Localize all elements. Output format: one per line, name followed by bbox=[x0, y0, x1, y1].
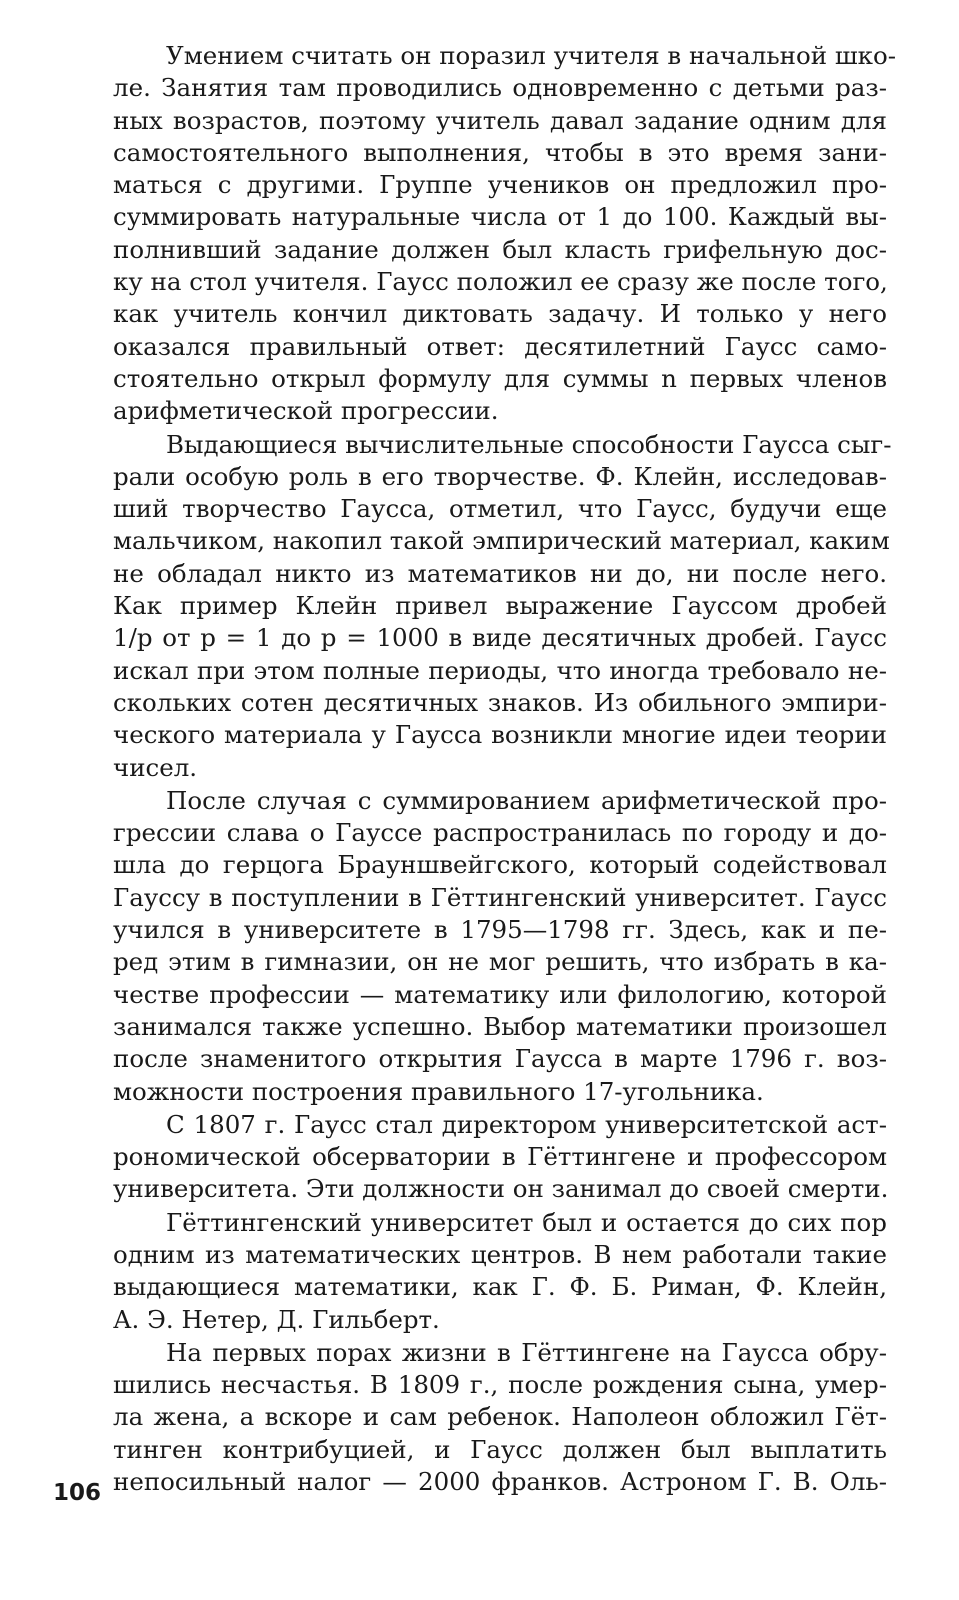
text-line: маться с другими. Группе учеников он предложил про- bbox=[113, 170, 887, 200]
text-line: самостоятельного выполнения, чтобы в это время зани- bbox=[113, 137, 887, 167]
text-line: тинген контрибуцией, и Гаусс должен был выплатить bbox=[113, 1434, 887, 1464]
text-line: чисел. bbox=[113, 752, 198, 782]
text-line: А. Э. Нетер, Д. Гильберт. bbox=[113, 1304, 440, 1334]
text-line: как учитель кончил диктовать задачу. И только у него bbox=[113, 299, 887, 329]
text-line: ку на стол учителя. Гаусс положил ее сразу же после того, bbox=[113, 267, 888, 297]
text-line: искал при этом полные периоды, что иногда требовало не- bbox=[113, 655, 887, 685]
text-line: Как пример Клейн привел выражение Гауссом дробей bbox=[113, 591, 887, 621]
text-line: суммировать натуральные числа от 1 до 100. Каждый вы- bbox=[113, 202, 887, 232]
text-line: мальчиком, накопил такой эмпирический материал, каким bbox=[113, 526, 890, 556]
text-line: ле. Занятия там проводились одновременно с детьми раз- bbox=[113, 73, 887, 103]
text-line: ческого материала у Гаусса возникли многие идеи теории bbox=[113, 720, 887, 750]
paragraph-2 bbox=[60, 429, 892, 784]
text-line: ред этим в гимназии, он не мог решить, что избрать в ка- bbox=[113, 947, 887, 977]
page-number: 106 bbox=[53, 1480, 102, 1506]
paragraph-3 bbox=[60, 785, 887, 1108]
text-line: стоятельно открыл формулу для суммы n первых членов bbox=[113, 363, 887, 393]
text-line: одним из математических центров. В нем работали такие bbox=[113, 1239, 887, 1269]
paragraph-4 bbox=[60, 1109, 887, 1206]
text-line: Умением считать он поразил учителя в начальной шко- bbox=[166, 41, 896, 70]
text-line: арифметической прогрессии. bbox=[113, 396, 499, 426]
paragraph-5 bbox=[60, 1207, 887, 1336]
text-line: полнивший задание должен был класть грифельную дос- bbox=[113, 234, 887, 264]
text-line: честве профессии — математику или филологию, которой bbox=[113, 979, 887, 1009]
text-line: Выдающиеся вычислительные способности Гаусса сыг- bbox=[166, 429, 892, 459]
text-line: можности построения правильного 17-угольника. bbox=[113, 1076, 764, 1106]
paragraph-1 bbox=[60, 40, 896, 428]
text-line: оказался правильный ответ: десятилетний Гаусс само- bbox=[113, 331, 887, 361]
text-line: рономической обсерватории в Гёттингене и профессором bbox=[113, 1142, 887, 1172]
text-line: ший творчество Гаусса, отметил, что Гаусс, будучи еще bbox=[113, 494, 887, 524]
text-line: шились несчастья. В 1809 г., после рождения сына, умер- bbox=[113, 1370, 887, 1400]
book-page-text bbox=[60, 40, 896, 1499]
text-line: выдающиеся математики, как Г. Ф. Б. Риман, Ф. Клейн, bbox=[113, 1272, 887, 1302]
text-line: скольких сотен десятичных знаков. Из обильного эмпири- bbox=[113, 687, 887, 717]
text-line: после знаменитого открытия Гаусса в марте 1796 г. воз- bbox=[113, 1044, 887, 1074]
text-line: не обладал никто из математиков ни до, ни после него. bbox=[113, 558, 887, 588]
text-line: непосильный налог — 2000 франков. Астроном Г. В. Оль- bbox=[113, 1467, 887, 1497]
text-line: После случая с суммированием арифметической про- bbox=[166, 785, 887, 815]
paragraph-6 bbox=[60, 1337, 887, 1498]
text-line: На первых порах жизни в Гёттингене на Гаусса обру- bbox=[166, 1337, 887, 1367]
text-line: учился в университете в 1795—1798 гг. Здесь, как и пе- bbox=[113, 915, 887, 945]
text-line: С 1807 г. Гаусс стал директором университетской аст- bbox=[166, 1109, 887, 1139]
text-line: Гауссу в поступлении в Гёттингенский университет. Гаусс bbox=[113, 882, 887, 912]
text-line: шла до герцога Брауншвейгского, который содействовал bbox=[113, 850, 887, 880]
text-line: 1/p от p = 1 до p = 1000 в виде десятичных дробей. Гаусс bbox=[113, 623, 887, 653]
text-line: рали особую роль в его творчестве. Ф. Клейн, исследовав- bbox=[113, 461, 887, 491]
text-line: занимался также успешно. Выбор математики произошел bbox=[113, 1011, 887, 1041]
text-line: грессии слава о Гауссе распространилась по городу и до- bbox=[113, 818, 887, 848]
text-line: университета. Эти должности он занимал до своей смерти. bbox=[113, 1174, 889, 1204]
text-line: Гёттингенский университет был и остается до сих пор bbox=[166, 1207, 887, 1237]
text-line: ных возрастов, поэтому учитель давал задание одним для bbox=[113, 105, 887, 135]
text-line: ла жена, а вскоре и сам ребенок. Наполеон обложил Гёт- bbox=[113, 1402, 887, 1432]
